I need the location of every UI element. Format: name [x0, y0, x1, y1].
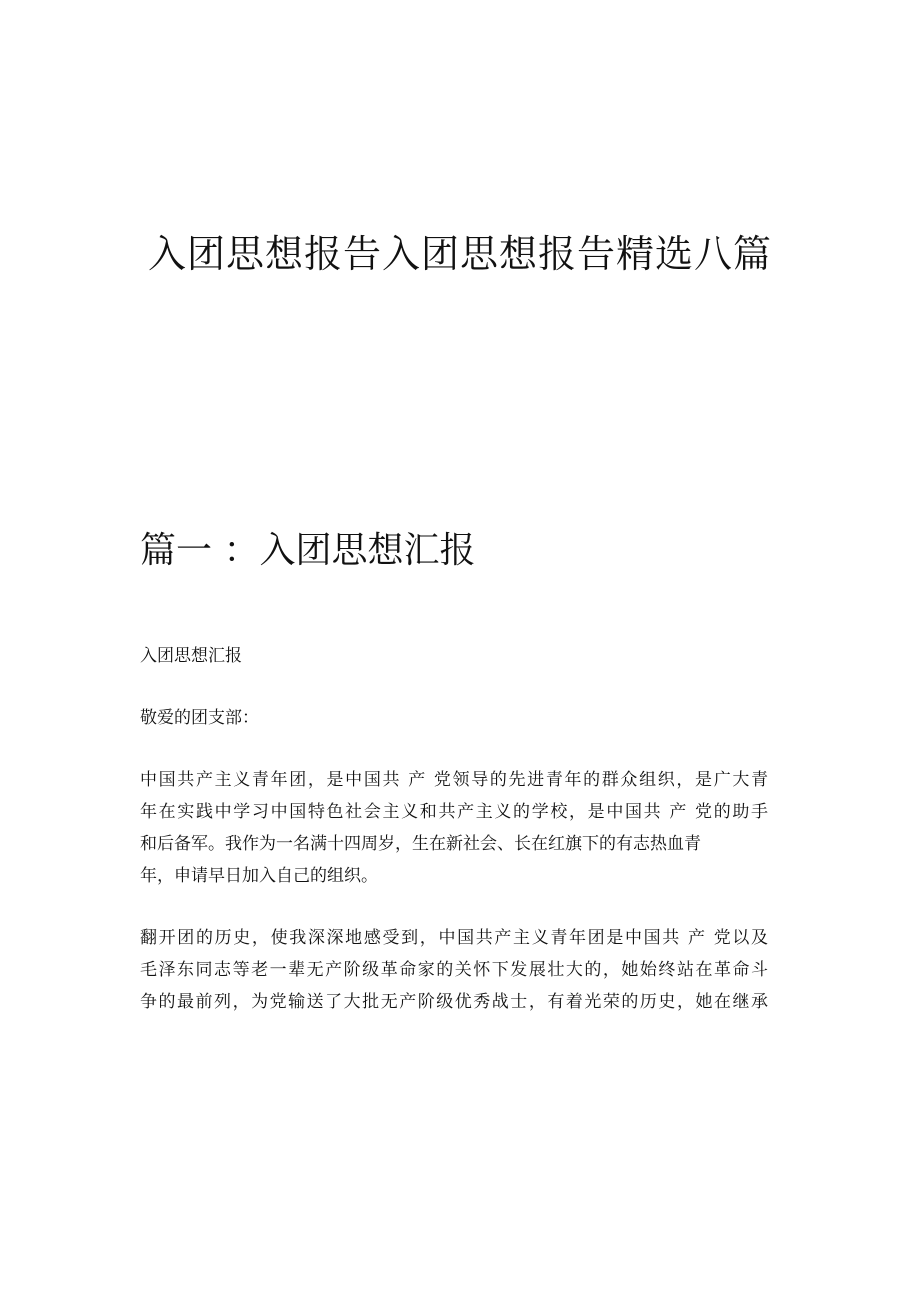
paragraph-line: 争的最前列，为党输送了大批无产阶级优秀战士，有着光荣的历史，她在继承: [140, 992, 768, 1012]
paragraph-gap: [140, 672, 780, 702]
document-body: [140, 640, 780, 1018]
paragraph-line: 翻开团的历史，使我深深地感受到，中国共产主义青年团是中国共 产 党以及: [140, 928, 768, 948]
paragraph-line: 和后备军。我作为一名满十四周岁，生在新社会、长在红旗下的有志热血青: [140, 834, 701, 854]
salutation: 敬爱的团支部：: [140, 708, 259, 728]
paragraph-2: [140, 922, 780, 1018]
paragraph-gap: [140, 734, 780, 764]
paragraph-line: 年，申请早日加入自己的组织。: [140, 866, 378, 886]
paragraph-1: [140, 764, 780, 892]
paragraph-line: 中国共产主义青年团，是中国共 产 党领导的先进青年的群众组织，是广大青: [140, 770, 768, 790]
paragraph-gap: [140, 892, 780, 922]
paragraph-line: 年在实践中学习中国特色社会主义和共产主义的学校，是中国共 产 党的助手: [140, 802, 768, 822]
section-heading: 篇一 ：入团思想汇报: [140, 530, 476, 571]
document-title: 入团思想报告入团思想报告精选八篇: [147, 232, 772, 276]
paragraph-line: 毛泽东同志等老一辈无产阶级革命家的关怀下发展壮大的，她始终站在革命斗: [140, 960, 768, 980]
report-subtitle: 入团思想汇报: [140, 646, 242, 666]
